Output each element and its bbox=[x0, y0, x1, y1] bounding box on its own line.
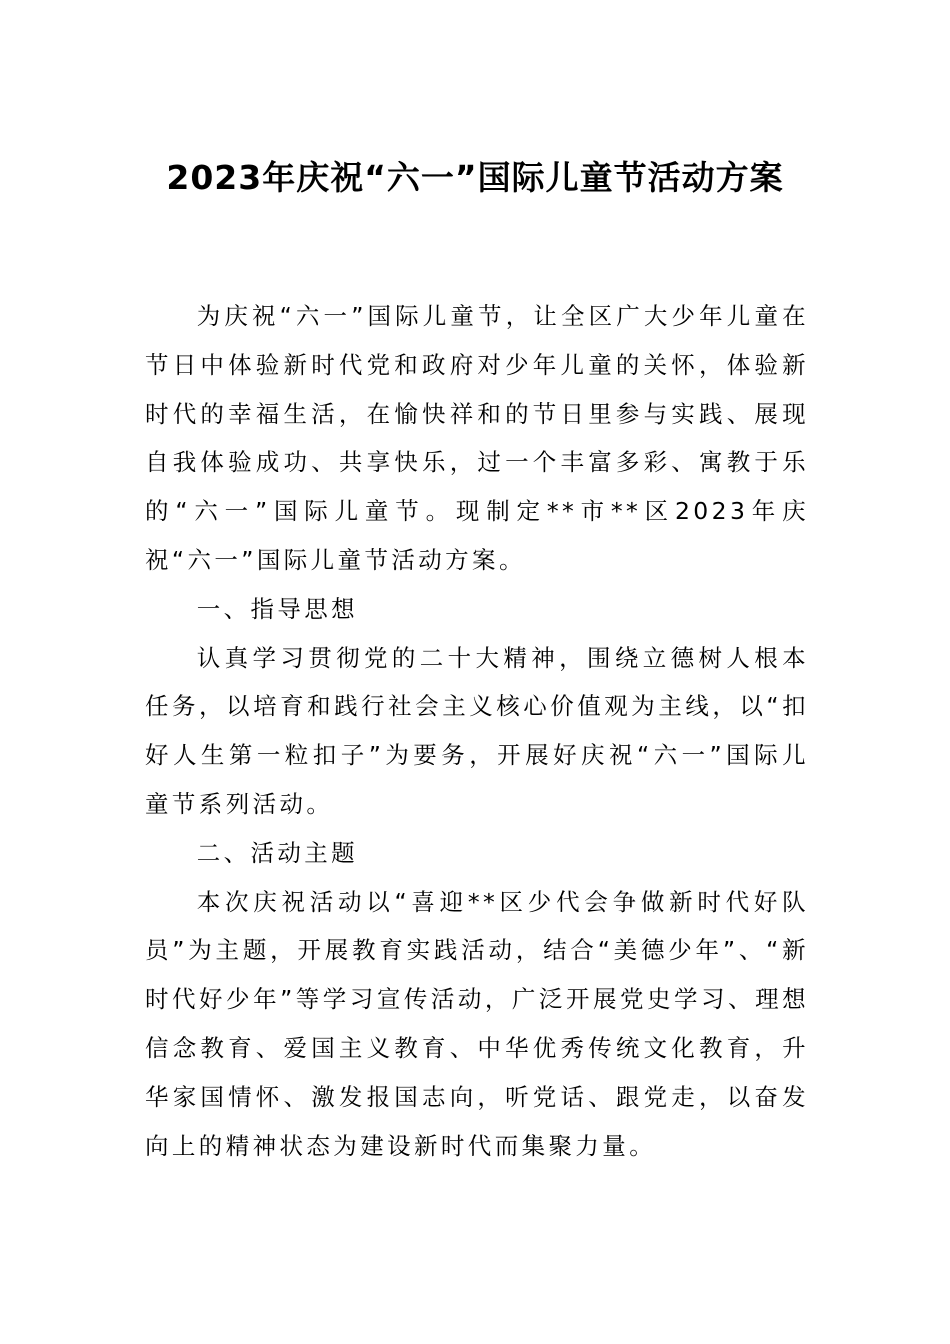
section-paragraph-activity-theme: 本次庆祝活动以“喜迎**区少代会争做新时代好队员”为主题，开展教育实践活动，结合“美德少年”、“新时代好少年”等学习宣传活动，广泛开展党史学习、理想信念教育、爱国主义教育、中华优秀传统文化教育，升华家国情怀、激发报国志向，听党话、跟党走，以奋发向上的精神状态为建设新时代而集聚力量。 bbox=[145, 887, 809, 1160]
section-heading-activity-theme: 二、活动主题 bbox=[196, 838, 359, 867]
intro-paragraph: 为庆祝“六一”国际儿童节，让全区广大少年儿童在节日中体验新时代党和政府对少年儿童的关怀，体验新时代的幸福生活，在愉快祥和的节日里参与实践、展现自我体验成功、共享快乐，过一个丰富多彩、寓教于乐的“六一”国际儿童节。现制定**市**区2023年庆祝“六一”国际儿童节活动方案。 bbox=[145, 302, 809, 574]
section-heading-guiding-ideology: 一、指导思想 bbox=[196, 594, 359, 623]
document-body bbox=[145, 292, 809, 1170]
document-title: 2023年庆祝“六一”国际儿童节活动方案 bbox=[166, 158, 784, 197]
section-paragraph-guiding-ideology: 认真学习贯彻党的二十大精神，围绕立德树人根本任务，以培育和践行社会主义核心价值观为主线，以“扣好人生第一粒扣子”为要务，开展好庆祝“六一”国际儿童节系列活动。 bbox=[145, 643, 809, 818]
